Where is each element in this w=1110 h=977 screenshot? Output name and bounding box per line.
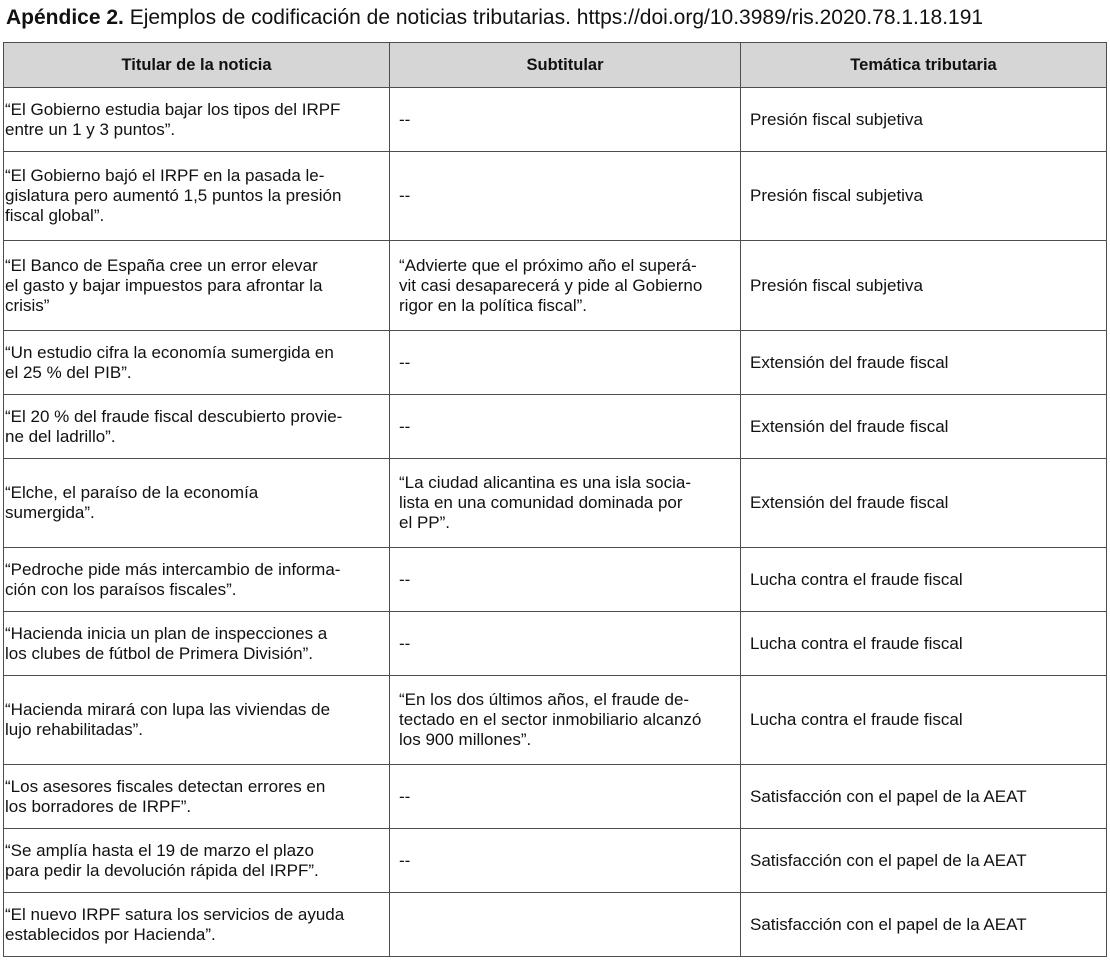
cell-tematica: Satisfacción con el papel de la AEAT (741, 829, 1107, 893)
cell-titular: “El Gobierno bajó el IRPF en la pasada le- gislatura pero aumentó 1,5 puntos la presión fiscal global”. (4, 152, 390, 241)
cell-tematica: Extensión del fraude fiscal (741, 331, 1107, 395)
table-row (4, 548, 1107, 612)
cell-titular: “Un estudio cifra la economía sumergida en el 25 % del PIB”. (4, 331, 390, 395)
table-row (4, 893, 1107, 957)
cell-subtitular: -- (390, 548, 741, 612)
caption-text: Ejemplos de codificación de noticias tributarias. https://doi.org/10.3989/ris.2020.78.1.18.191 (123, 6, 984, 29)
cell-subtitular: -- (390, 829, 741, 893)
cell-titular: “Se amplía hasta el 19 de marzo el plazo para pedir la devolución rápida del IRPF”. (4, 829, 390, 893)
table-caption (6, 4, 983, 32)
cell-tematica: Lucha contra el fraude fiscal (741, 676, 1107, 765)
table-row (4, 829, 1107, 893)
cell-tematica: Satisfacción con el papel de la AEAT (741, 765, 1107, 829)
cell-subtitular: -- (390, 152, 741, 241)
caption-label: Apéndice 2. (6, 6, 124, 29)
cell-titular: “El 20 % del fraude fiscal descubierto provie- ne del ladrillo”. (4, 395, 390, 459)
cell-tematica: Lucha contra el fraude fiscal (741, 612, 1107, 676)
table-row (4, 331, 1107, 395)
cell-titular: “El nuevo IRPF satura los servicios de ayuda establecidos por Hacienda”. (4, 893, 390, 957)
cell-tematica: Presión fiscal subjetiva (741, 152, 1107, 241)
cell-titular: “El Banco de España cree un error elevar el gasto y bajar impuestos para afrontar la crisis” (4, 241, 390, 331)
table-row (4, 612, 1107, 676)
cell-subtitular: -- (390, 612, 741, 676)
cell-titular: “Hacienda inicia un plan de inspecciones a los clubes de fútbol de Primera División”. (4, 612, 390, 676)
cell-subtitular: -- (390, 765, 741, 829)
table-header-row (4, 43, 1107, 88)
cell-titular: “Hacienda mirará con lupa las viviendas de lujo rehabilitadas”. (4, 676, 390, 765)
cell-titular: “Pedroche pide más intercambio de informa- ción con los paraísos fiscales”. (4, 548, 390, 612)
table-row (4, 88, 1107, 152)
table-row (4, 459, 1107, 548)
header-titular: Titular de la noticia (4, 43, 390, 88)
cell-subtitular (390, 893, 741, 957)
table-row (4, 152, 1107, 241)
header-subtitular: Subtitular (390, 43, 741, 88)
cell-subtitular: “En los dos últimos años, el fraude de- tectado en el sector inmobiliario alcanzó los 900 millones”. (390, 676, 741, 765)
cell-titular: “Elche, el paraíso de la economía sumergida”. (4, 459, 390, 548)
cell-tematica: Lucha contra el fraude fiscal (741, 548, 1107, 612)
cell-titular: “El Gobierno estudia bajar los tipos del IRPF entre un 1 y 3 puntos”. (4, 88, 390, 152)
cell-subtitular: -- (390, 395, 741, 459)
cell-titular: “Los asesores fiscales detectan errores en los borradores de IRPF”. (4, 765, 390, 829)
news-coding-table (3, 42, 1107, 957)
cell-subtitular: “La ciudad alicantina es una isla socia- lista en una comunidad dominada por el PP”. (390, 459, 741, 548)
cell-tematica: Extensión del fraude fiscal (741, 459, 1107, 548)
cell-subtitular: -- (390, 331, 741, 395)
table-row (4, 676, 1107, 765)
table-row (4, 765, 1107, 829)
header-tematica: Temática tributaria (741, 43, 1107, 88)
cell-tematica: Satisfacción con el papel de la AEAT (741, 893, 1107, 957)
cell-subtitular: -- (390, 88, 741, 152)
table-row (4, 395, 1107, 459)
cell-subtitular: “Advierte que el próximo año el superá- vit casi desaparecerá y pide al Gobierno rigor en la política fiscal”. (390, 241, 741, 331)
cell-tematica: Extensión del fraude fiscal (741, 395, 1107, 459)
cell-tematica: Presión fiscal subjetiva (741, 241, 1107, 331)
cell-tematica: Presión fiscal subjetiva (741, 88, 1107, 152)
table-row (4, 241, 1107, 331)
